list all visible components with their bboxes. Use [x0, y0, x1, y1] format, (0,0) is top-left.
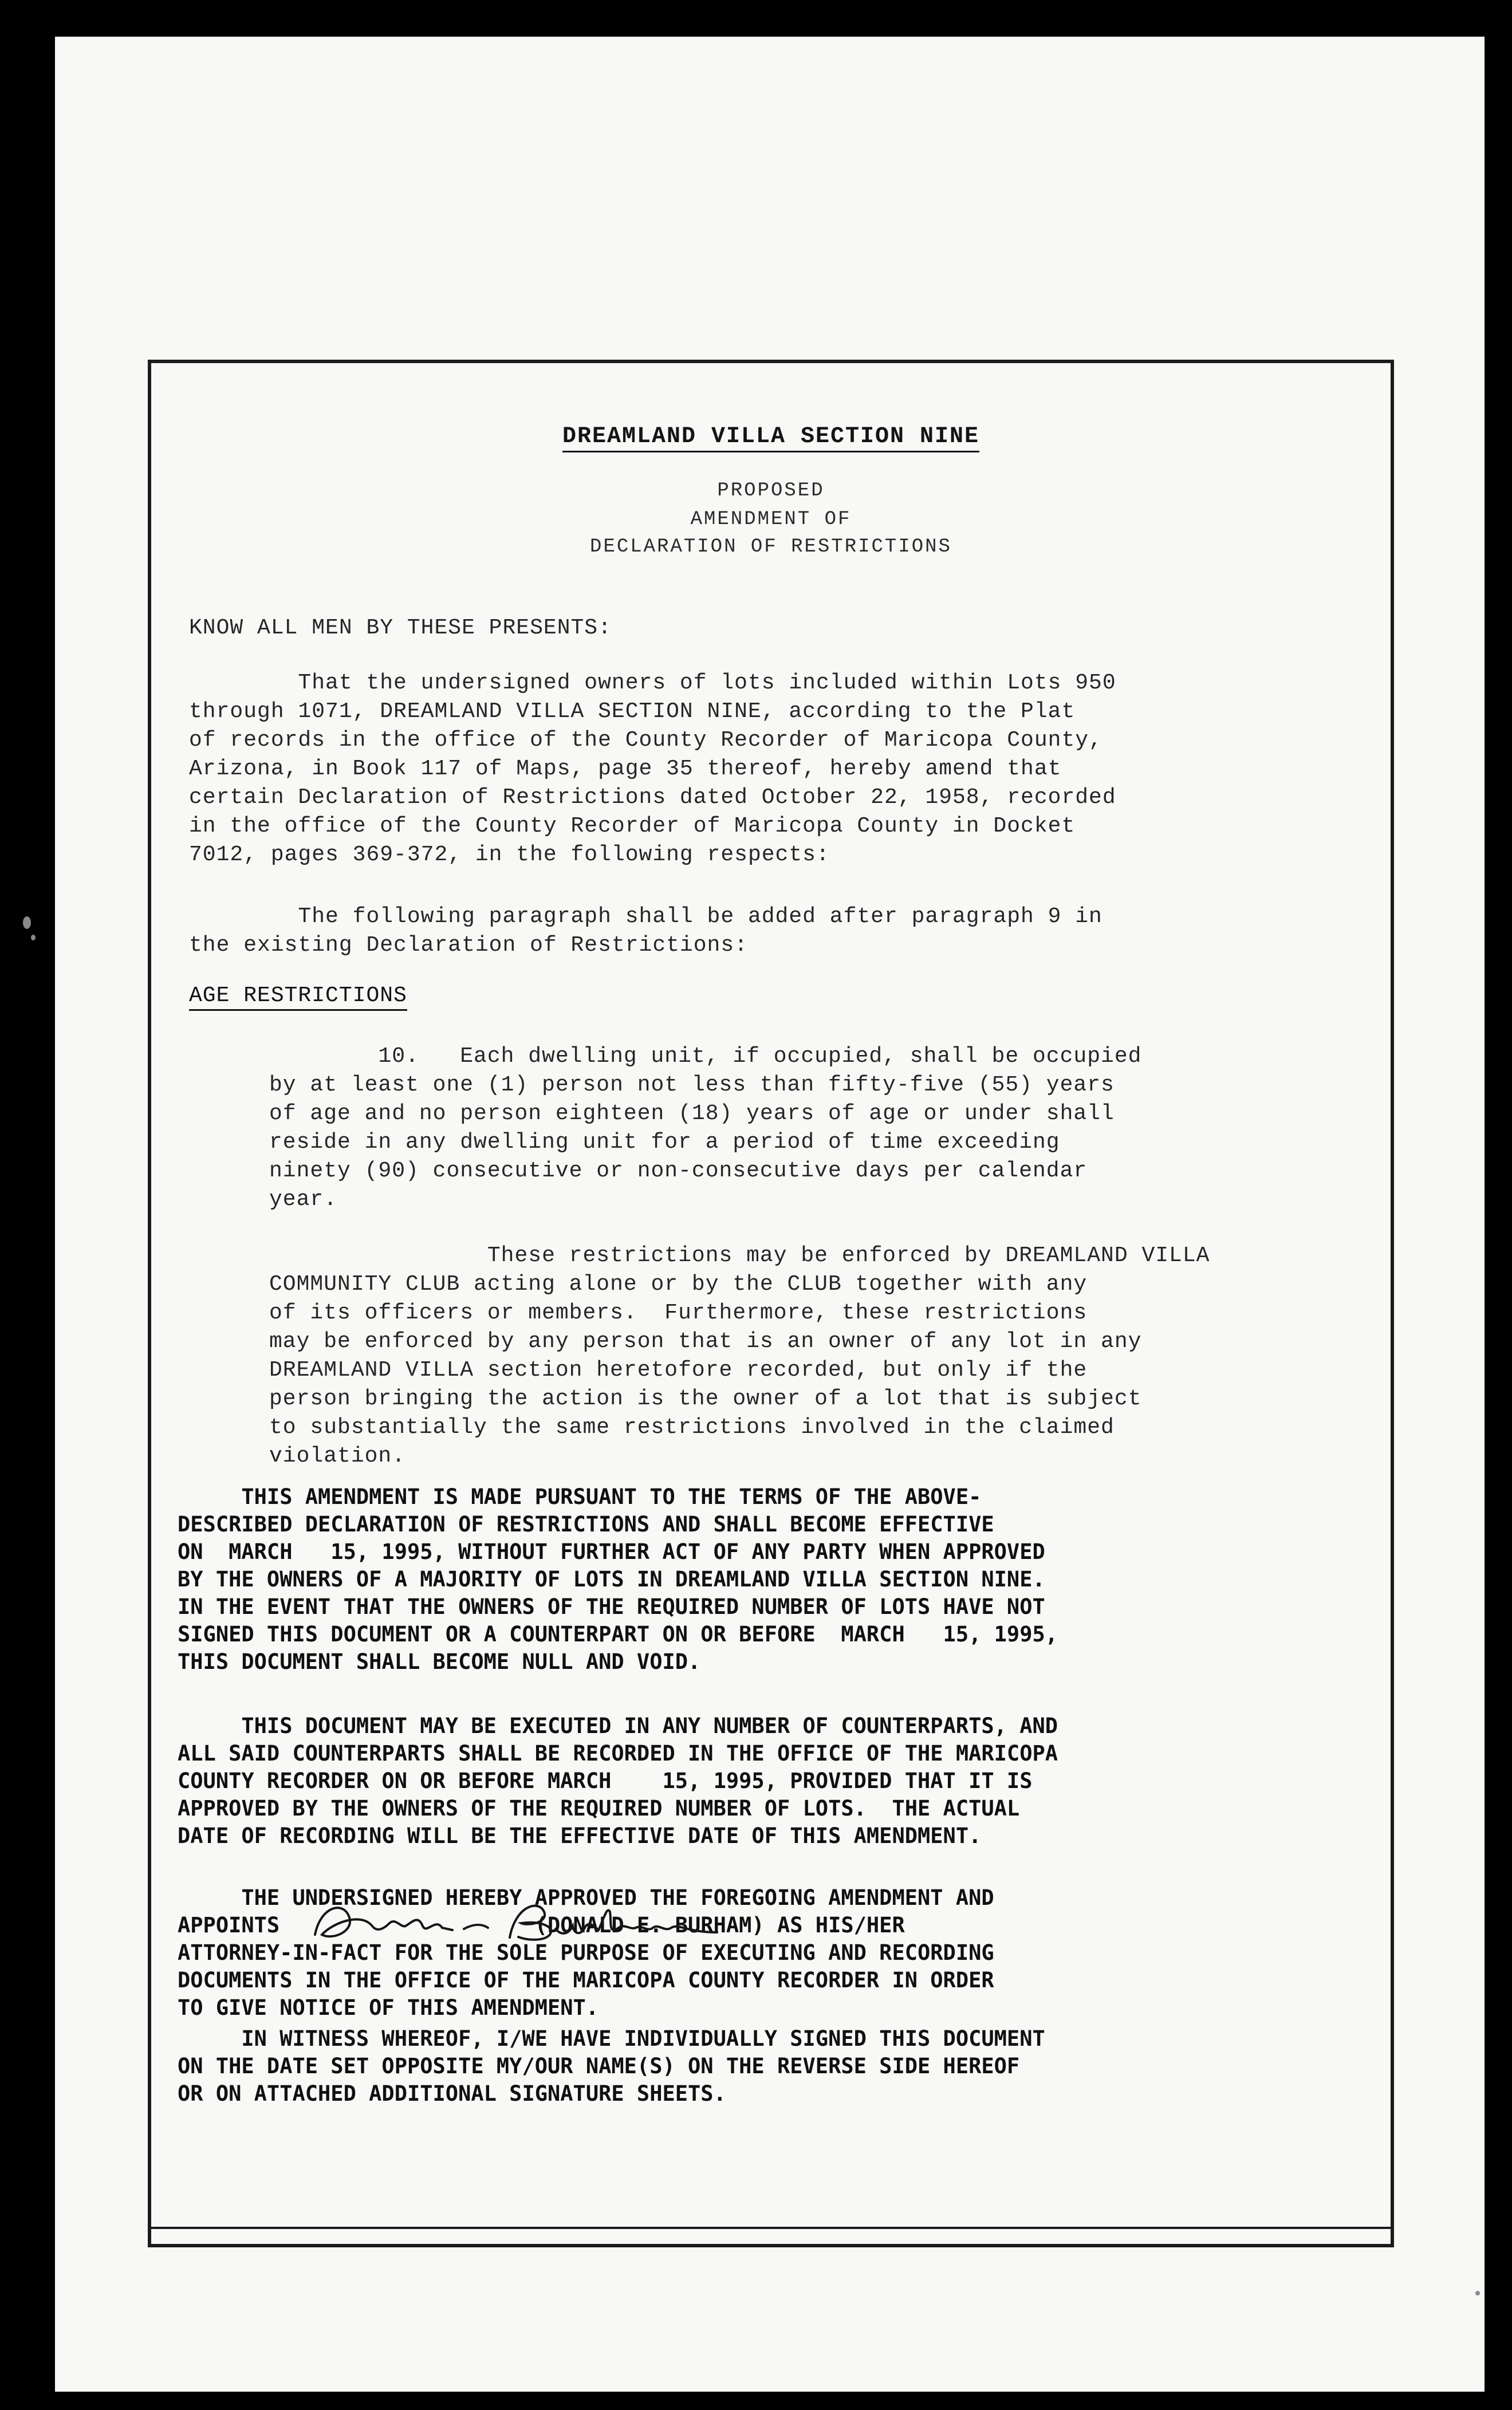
- subtitle-line-amendment: AMENDMENT OF: [690, 509, 852, 530]
- scan-speck: [1475, 2291, 1480, 2295]
- salutation: KNOW ALL MEN BY THESE PRESENTS:: [189, 616, 612, 640]
- paragraph-following: The following paragraph shall be added after paragraph 9 in the existing Declaration of Restrictions:: [189, 904, 1102, 958]
- age-restrictions-heading: AGE RESTRICTIONS: [189, 983, 407, 1011]
- paragraph-witness: IN WITNESS WHEREOF, I/WE HAVE INDIVIDUALLY SIGNED THIS DOCUMENT ON THE DATE SET OPPOSITE MY/OUR NAME(S) ON THE REVERSE SIDE HEREOF OR ON ATTACHED ADDITIONAL SIGNATURE SHEETS.: [178, 2026, 1045, 2106]
- scan-speck: [31, 935, 36, 940]
- paragraph-enforcement: These restrictions may be enforced by DREAMLAND VILLA COMMUNITY CLUB acting alone or by the CLUB together with any of its officers or members. Furthermore, these restrictions may be enforced by any person that is an owner of any lot in any DREAMLAND VILLA section heretofore recorded, but only if the person bringing the action is the owner of a lot that is subject to substantially the same restrictions involved in the claimed violation.: [269, 1243, 1210, 1468]
- paragraph-amendment: THIS AMENDMENT IS MADE PURSUANT TO THE TERMS OF THE ABOVE- DESCRIBED DECLARATION OF RESTRICTIONS AND SHALL BECOME EFFECTIVE ON MARCH 15, 1995, WITHOUT FURTHER ACT OF ANY PARTY WHEN APPROVED BY THE OWNERS OF A MAJORITY OF LOTS IN DREAMLAND VILLA SECTION NINE. IN THE EVENT THAT THE OWNERS OF THE REQUIRED NUMBER OF LOTS HAVE NOT SIGNED THIS DOCUMENT OR A COUNTERPART ON OR BEFORE MARCH 15, 1995, THIS DOCUMENT SHALL BECOME NULL AND VOID.: [178, 1484, 1058, 1674]
- subtitle-line-proposed: PROPOSED: [717, 480, 825, 502]
- document-title: DREAMLAND VILLA SECTION NINE: [148, 424, 1394, 450]
- handwritten-signature: [309, 1895, 722, 1947]
- paragraph-that: That the undersigned owners of lots included within Lots 950 through 1071, DREAMLAND VILLA SECTION NINE, according to the Plat of records in the office of the County Recorder of Maricopa County, Arizona, in Book 117 of Maps, page 35 thereof, hereby amend that certain Declaration of Restrictions dated October 22, 1958, recorded in the office of the County Recorder of Maricopa County in Docket 7012, pages 369-372, in the following respects:: [189, 671, 1116, 867]
- scan-speck: [23, 916, 31, 929]
- paragraph-counterparts: THIS DOCUMENT MAY BE EXECUTED IN ANY NUMBER OF COUNTERPARTS, AND ALL SAID COUNTERPARTS SHALL BE RECORDED IN THE OFFICE OF THE MARICOPA COUNTY RECORDER ON OR BEFORE MARCH 15, 1995, PROVIDED THAT IT IS APPROVED BY THE OWNERS OF THE REQUIRED NUMBER OF LOTS. THE ACTUAL DATE OF RECORDING WILL BE THE EFFECTIVE DATE OF THIS AMENDMENT.: [178, 1714, 1058, 1848]
- subtitle-line-declaration: DECLARATION OF RESTRICTIONS: [590, 536, 952, 558]
- paragraph-appoint: THE UNDERSIGNED HEREBY APPROVED THE FOREGOING AMENDMENT AND APPOINTS (DONALD E. BURHAM) AS HIS/HER ATTORNEY-IN-FACT FOR THE SOLE PURPOSE OF EXECUTING AND RECORDING DOCUMENTS IN THE OFFICE OF THE MARICOPA COUNTY RECORDER IN ORDER TO GIVE NOTICE OF THIS AMENDMENT.: [178, 1885, 994, 2020]
- paragraph-10: 10. Each dwelling unit, if occupied, shall be occupied by at least one (1) person not less than fifty-five (55) years of age and no person eighteen (18) years of age or under shall reside in any dwelling unit for a period of time exceeding ninety (90) consecutive or non-consecutive days per calendar year.: [269, 1044, 1142, 1212]
- document-border-inner-line: [148, 2227, 1394, 2229]
